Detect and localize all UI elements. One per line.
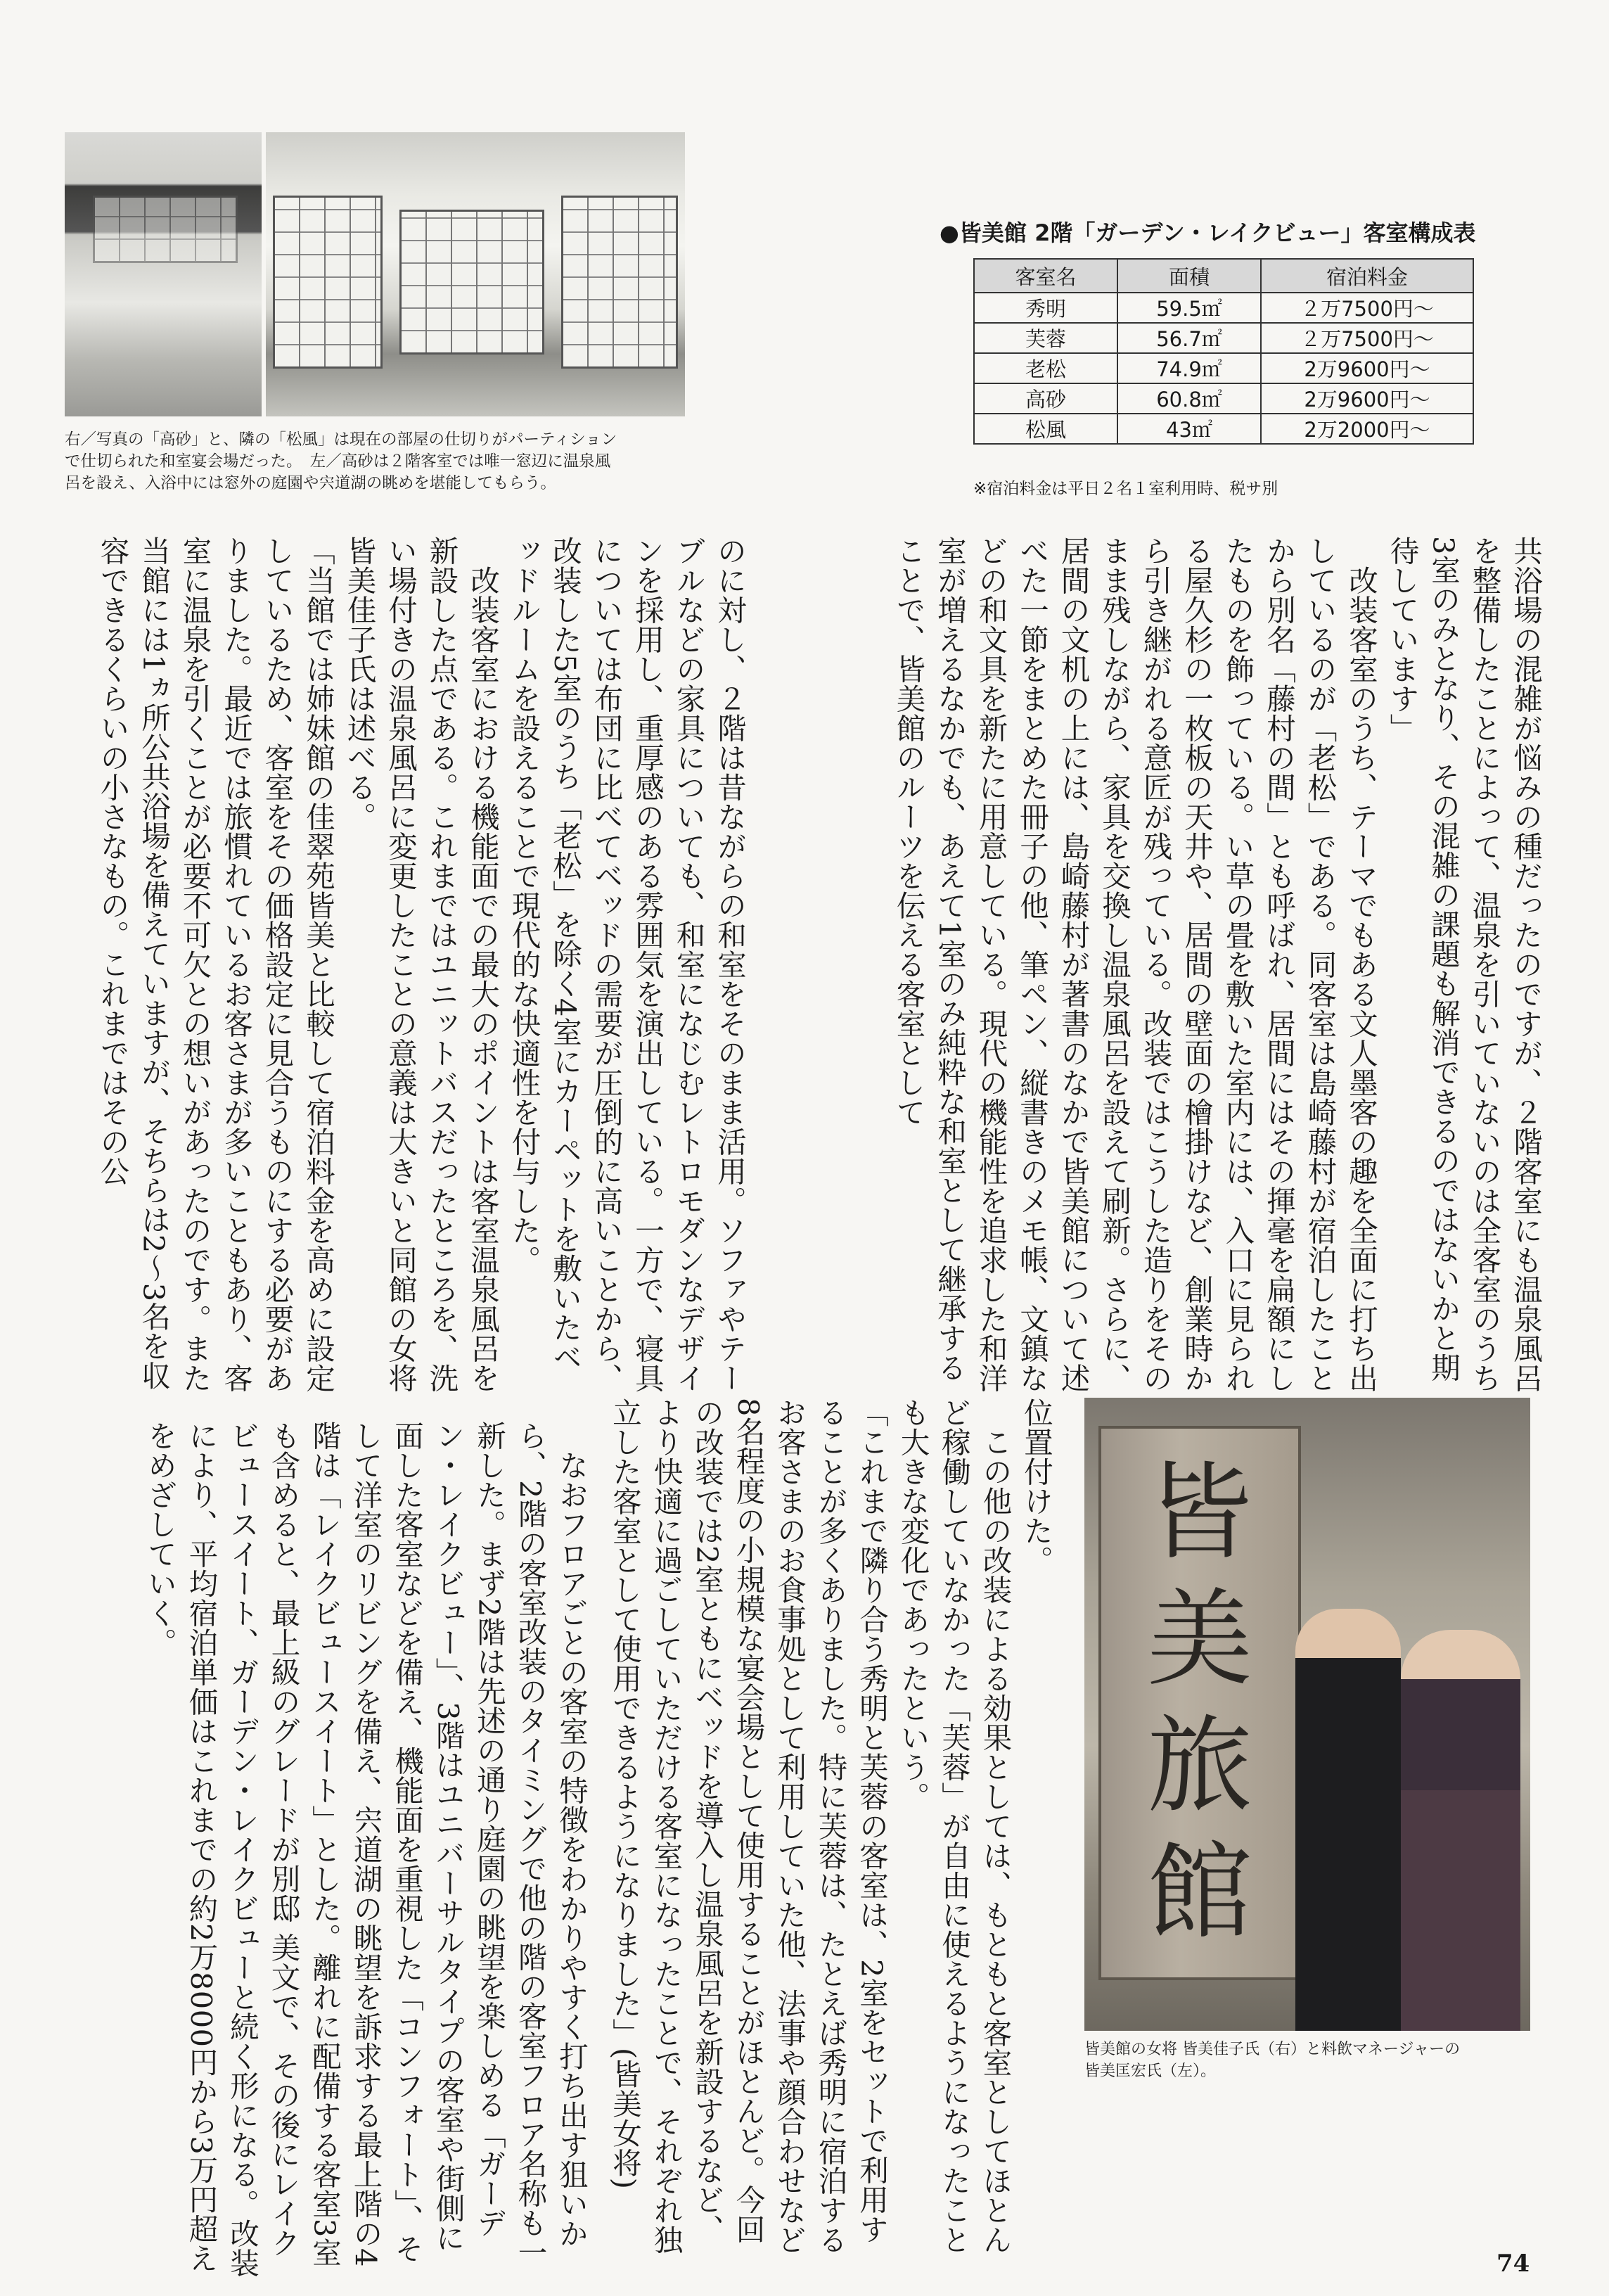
cell-room: 芙蓉: [974, 323, 1117, 353]
staff-caption: [1084, 2039, 1534, 2082]
cell-price: ２万7500円～: [1261, 293, 1473, 323]
article-paragraph: 「当館では姉妹館の佳翠苑皆美と比較して宿泊料金を高めに設定しているため、客室をその価格設定に見合うものにする必要がありました。最近では旅慣れているお客さまが多いこともあり、客室に温泉を引くことが必要不可欠との想いがあったのです。また当館には1ヵ所公共浴場を備えていますが、そちらは2～3名を収容できるくらいの小さなもの。これまではその公: [95, 536, 335, 1393]
cell-room: 松風: [974, 414, 1117, 444]
signboard-char: 旅: [1146, 1705, 1252, 1828]
article-paragraph: 改装客室のうち、テーマでもある文人墨客の趣を全面に打ち出しているのが「老松」である。同客室は島崎藤村が宿泊したことから別名「藤村の間」とも呼ばれ、居間にはその揮毫を扁額にしたものを飾っている。い草の畳を敷いた室内には、入口に見られる屋久杉の一枚板の天井や、居間の壁面の檜掛けなど、創業時から引き継がれる意匠が残っている。改装ではこうした造りをそのまま残しながら、家具を交換し温泉風呂を設えて刷新。さらに、居間の文机の上には、島崎藤村が著書のなかで皆美館について述べた一節をまとめた冊子の他、筆ペン、縦書きのメモ帳、文鎮などの和文具を新たに用意している。現代の機能性を追求した和洋室が増えるなかでも、あえて1室のみ純粋な和室として継承することで、皆美館のルーツを伝える客室として: [891, 536, 1378, 1393]
cell-room: 老松: [974, 353, 1117, 383]
signboard-char: 館: [1146, 1832, 1252, 1954]
table-row: [974, 383, 1473, 414]
article-paragraph: この他の改装による効果としては、もともと客室としてほとんど稼働していなかった「芙蓉」が自由に使えるようになったことも大きな変化であったという。: [895, 1398, 1013, 2254]
photo-caption: [65, 429, 691, 495]
article-block-top-left: [786, 536, 1546, 1396]
cell-area: 56.7㎡: [1117, 323, 1261, 353]
article-paragraph: 位置付けた。: [1019, 1398, 1053, 1575]
article-paragraph: なおフロアごとの客室の特徴をわかりやすく打ち出す狙いから、2階の客室改装のタイミングで他の階の客室フロア名称も一新した。まず2階は先述の通り庭園の眺望を楽しめる「ガーデン・レイクビュー」、3階はユニバーサルタイプの客室や街側に面した客室などを備え、機能面を重視した「コンフォート」、そして洋室のリビングを備え、宍道湖の眺望を訴求する最上階の4階は「レイクビュースイート」とした。離れに配備する客室3室も含めると、最上級のグレードが別邸 美文で、その後にレイクビュースイート、ガーデン・レイクビューと続く形になる。改装により、平均宿泊単価はこれまでの約2万8000円から3万円超えをめざしていく。: [143, 1421, 589, 2278]
person-okami: [1401, 1630, 1520, 2031]
table-row: [974, 414, 1473, 444]
table-header-row: [974, 259, 1473, 293]
photo-caption-line: で仕切られた和室宴会場だった。 左／高砂は２階客室では唯一窓辺に温泉風: [65, 452, 611, 471]
photo-bath-window: [65, 132, 262, 416]
cell-area: 74.9㎡: [1117, 353, 1261, 383]
table-row: [974, 293, 1473, 323]
table-row: [974, 323, 1473, 353]
staff-caption-line: 皆美匡宏氏（左）。: [1084, 2062, 1217, 2080]
cell-price: 2万2000円～: [1261, 414, 1473, 444]
article-block-bottom-left: [68, 1421, 591, 2281]
photo-caption-line: 右／写真の「高砂」と、隣の「松風」は現在の部屋の仕切りがパーティション: [65, 431, 617, 449]
header-room: 客室名: [974, 259, 1117, 293]
staff-caption-line: 皆美館の女将 皆美佳子氏（右）と料飲マネージャーの: [1084, 2041, 1461, 2058]
cell-price: 2万9600円～: [1261, 383, 1473, 414]
table-note: ※宿泊料金は平日２名１室利用時、税サ別: [973, 480, 1278, 498]
table-row: [974, 353, 1473, 383]
article-paragraph: のに対し、２階は昔ながらの和室をそのまま活用。ソファやテーブルなどの家具についても、和室になじむレトロモダンなデザインを採用し、重厚感のある雰囲気を演出している。一方で、寝具については布団に比べてベッドの需要が圧倒的に高いことから、改装した5室のうち「老松」を除く4室にカーペットを敷いたベッドルームを設えることで現代的な快適性を付与した。: [506, 536, 747, 1393]
photo-staff: [1084, 1398, 1530, 2031]
page-number: 74: [1496, 2250, 1530, 2278]
room-table: [973, 258, 1474, 445]
article-paragraph: 改装客室における機能面での最大のポイントは客室温泉風呂を新設した点である。これまではユニットバスだったところを、洗い場付きの温泉風呂に変更したことの意義は大きいと同館の女将 皆美佳子氏は述べる。: [342, 536, 500, 1393]
cell-area: 59.5㎡: [1117, 293, 1261, 323]
table-title: ●皆美館 2階「ガーデン・レイクビュー」客室構成表: [940, 219, 1476, 246]
cell-price: 2万9600円～: [1261, 353, 1473, 383]
person-manager: [1295, 1609, 1401, 2031]
photo-caption-line: 呂を設え、入浴中には窓外の庭園や宍道湖の眺めを堪能してもらう。: [65, 474, 556, 492]
signboard-char: 美: [1146, 1579, 1252, 1701]
cell-area: 60.8㎡: [1117, 383, 1261, 414]
cell-price: ２万7500円～: [1261, 323, 1473, 353]
signboard-char: 皆: [1146, 1452, 1252, 1574]
article-block-bottom-mid: [606, 1398, 1056, 2257]
article-block-top-right: [68, 536, 750, 1396]
signboard: [1098, 1426, 1301, 1980]
cell-area: 43㎡: [1117, 414, 1261, 444]
article-paragraph: 共浴場の混雑が悩みの種だったのですが、２階客室にも温泉風呂を整備したことによって、温泉を引いていないのは全客室のうち3室のみとなり、その混雑の課題も解消できるのではないかと期待しています」: [1385, 536, 1543, 1393]
header-price: 宿泊料金: [1261, 259, 1473, 293]
header-area: 面積: [1117, 259, 1261, 293]
photo-guest-room: [266, 132, 685, 416]
article-paragraph: 「これまで隣り合う秀明と芙蓉の客室は、2室をセットで利用することが多くありました。特に芙蓉は、たとえば秀明に宿泊するお客さまのお食事処として利用していた他、法事や顔合わせなど8名程度の小規模な宴会場として使用することがほとんど。今回の改装では2室ともにベッドを導入し温泉風呂を新設するなど、より快適に過ごしていただける客室になったことで、それぞれ独立した客室として使用できるようになりました」(皆美女将): [608, 1398, 889, 2254]
cell-room: 高砂: [974, 383, 1117, 414]
cell-room: 秀明: [974, 293, 1117, 323]
